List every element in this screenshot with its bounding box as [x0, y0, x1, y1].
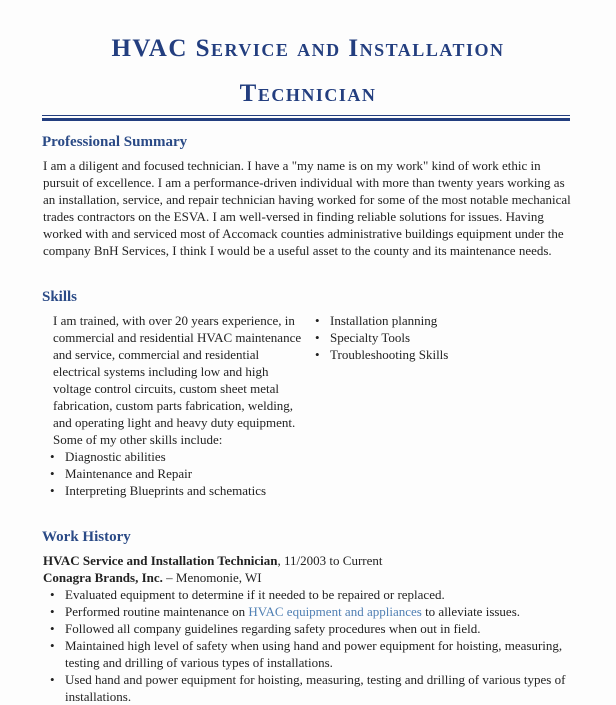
skill-item: • Troubleshooting Skills [308, 346, 568, 363]
job-bullet: • Maintained high level of safety when using hand and power equipment for hoisting, measuring, testing and drilling of various types of installations. [43, 637, 583, 671]
skills-intro: I am trained, with over 20 years experience, in commercial and residential HVAC maintenance and service, commercial and residential electrical systems including low and high voltage control circuits, custom sheet metal fabrication, custom parts fabrication, welding, and operating light and heavy duty equipment. Some of my other skills include: [53, 313, 302, 447]
skill-item: • Specialty Tools [308, 329, 568, 346]
job-title: HVAC Service and Installation Technician [43, 553, 278, 568]
job-bullet: • Followed all company guidelines regarding safety procedures when out in field. [43, 620, 583, 637]
header-rule-thick [42, 118, 570, 121]
job-bullet: • Evaluated equipment to determine if it needed to be repaired or replaced. [43, 586, 583, 603]
resume-title-line1: HVAC Service and Installation [111, 35, 505, 62]
job-location: – Menomonie, WI [162, 570, 262, 585]
job-bullet [43, 603, 583, 620]
bullet-text: to alleviate issues. [421, 604, 521, 619]
skills-left-column [43, 312, 305, 499]
resume-title-line2: Technician [239, 80, 377, 107]
summary-heading: Professional Summary [42, 134, 188, 150]
company-name: Conagra Brands, Inc. [43, 570, 163, 585]
job-bullet: • Used hand and power equipment for hoisting, measuring, testing and drilling of various types of installations. [43, 671, 583, 705]
bullet-text: Performed routine maintenance on [65, 604, 249, 619]
header-rule [42, 115, 570, 116]
skill-item: • Maintenance and Repair [43, 465, 305, 482]
summary-text: I am a diligent and focused technician. I have a "my name is on my work" kind of work ethic in pursuit of excellence. I am a performance-driven individual with more than twenty years working as an installation, service, and repair technician having worked for some of the most notable mechanical trades contractors on the ESVA. I am well-versed in finding reliable solutions for issues. Having worked with and serviced most of Accomack counties administrative buildings equipment under the company BnH Services, I think I would be a useful asset to the county and its maintenance needs. [43, 158, 571, 258]
skill-item: • Diagnostic abilities [43, 448, 305, 465]
skills-right-column [308, 312, 568, 363]
skill-item: • Installation planning [308, 312, 568, 329]
work-entry [43, 552, 575, 705]
job-dates: , 11/2003 to Current [277, 553, 383, 568]
work-heading: Work History [42, 529, 131, 545]
skills-heading: Skills [42, 289, 78, 305]
skill-item: • Interpreting Blueprints and schematics [43, 482, 305, 499]
hvac-equipment-link[interactable]: HVAC equipment and appliances [248, 604, 422, 619]
